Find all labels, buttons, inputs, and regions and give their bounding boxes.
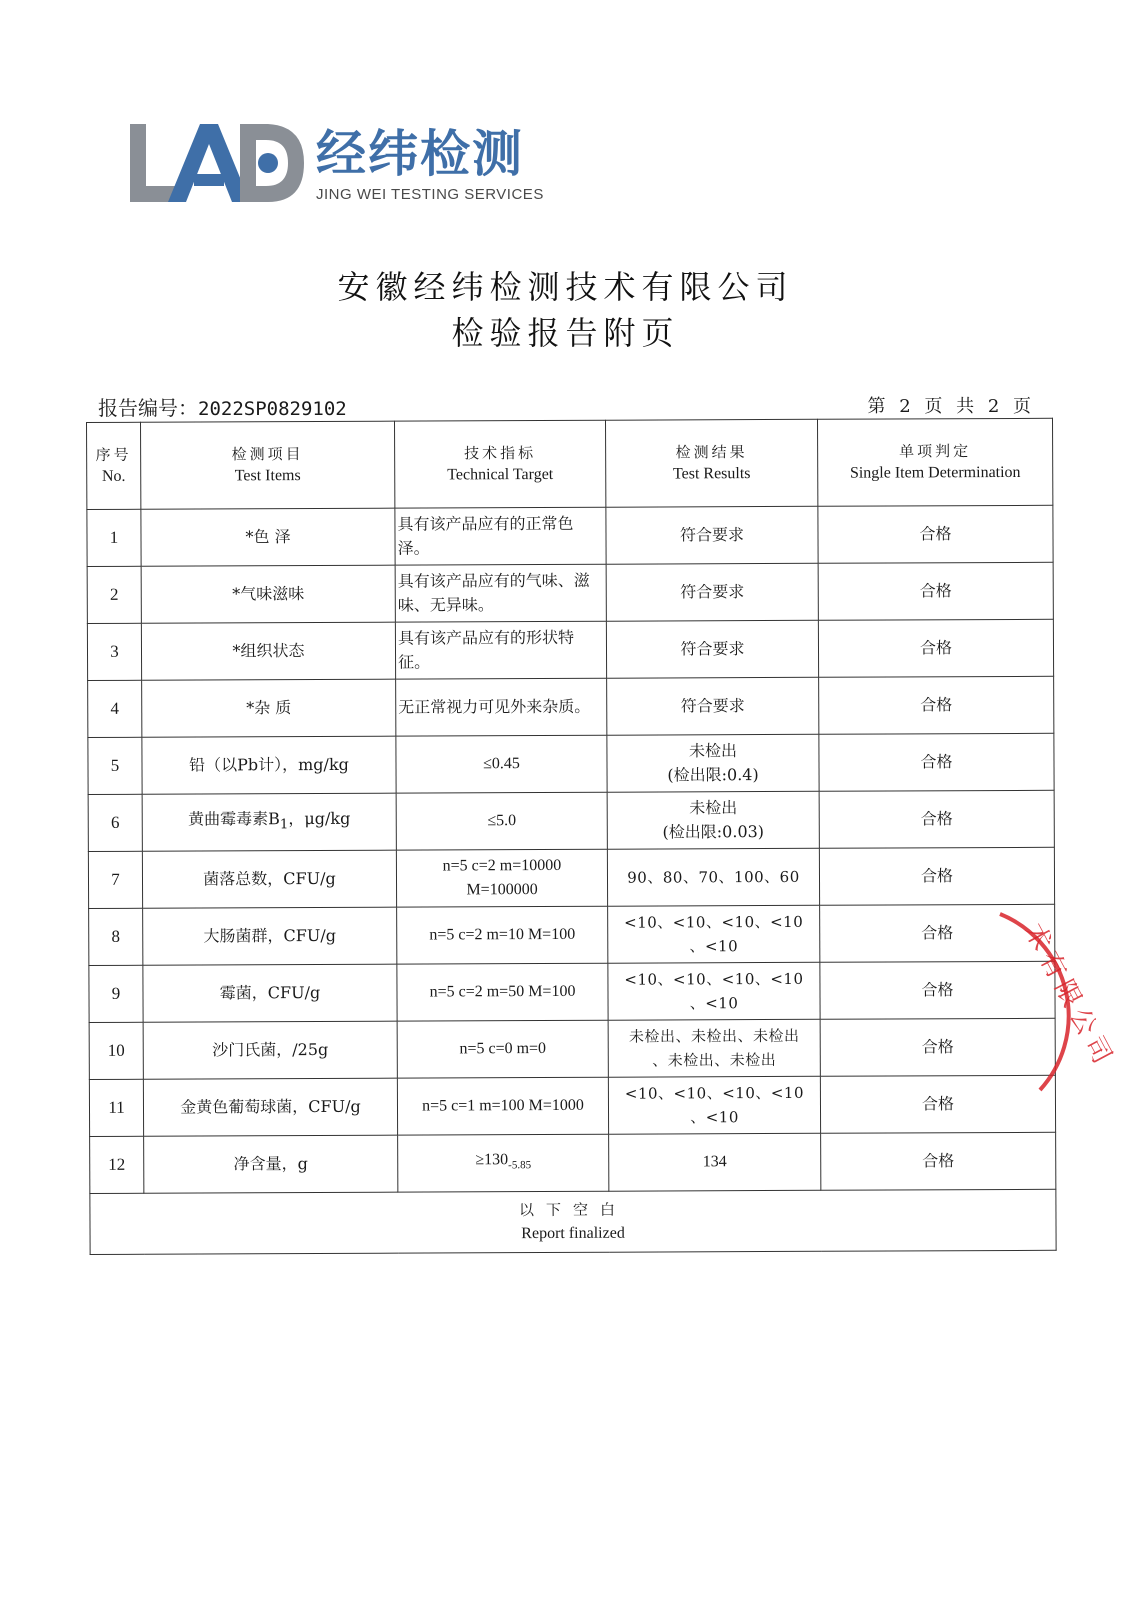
- company-seal: [960, 900, 1131, 1110]
- target-line-2: M=100000: [466, 881, 538, 899]
- table-row: [89, 904, 1055, 965]
- row-target: ≤0.45: [396, 735, 607, 793]
- table-row: [89, 961, 1055, 1022]
- report-subtitle: 检验报告附页: [451, 314, 680, 352]
- header-item-en: Test Items: [234, 467, 301, 485]
- header-judge: [817, 418, 1052, 506]
- result-line-1: <10、<10、<10、<10: [624, 969, 804, 989]
- header-judge-cn: 单项判定: [899, 442, 972, 461]
- table-row: [88, 676, 1054, 737]
- seal-text: 术有限公司: [1018, 918, 1120, 1074]
- logo-chinese-name: 经纬检测: [316, 125, 524, 183]
- header-judge-en: Single Item Determination: [849, 463, 1021, 482]
- row-result: [608, 1076, 820, 1134]
- logo-english-name: JING WEI TESTING SERVICES: [316, 186, 544, 203]
- row-target: [398, 1134, 609, 1192]
- table-footer-row: [90, 1189, 1056, 1254]
- row-target: n=5 c=2 m=50 M=100: [397, 963, 608, 1021]
- row-judge: 合格: [820, 1075, 1055, 1133]
- row-target: n=5 c=1 m=100 M=1000: [397, 1077, 608, 1135]
- company-logo: [128, 120, 548, 220]
- row-target: n=5 c=0 m=0: [397, 1020, 608, 1078]
- result-line-1: <10、<10、<10、<10: [624, 912, 804, 932]
- row-judge: 合格: [821, 1132, 1056, 1190]
- result-line-1: <10、<10、<10、<10: [624, 1083, 805, 1103]
- header-no-cn: 序号: [95, 445, 132, 464]
- row-item: *色 泽: [141, 508, 395, 566]
- row-no: 1: [87, 509, 141, 566]
- result-line-2: 、<10: [690, 1108, 739, 1127]
- result-line-1: 未检出、未检出、未检出: [628, 1026, 800, 1046]
- row-judge: 合格: [820, 961, 1055, 1019]
- row-no: 12: [90, 1136, 144, 1193]
- row-item: [142, 793, 396, 851]
- result-line-2: 、未检出、未检出: [652, 1050, 777, 1070]
- row-judge: 合格: [819, 790, 1054, 848]
- result-line-2: (检出限:0.4): [667, 765, 759, 785]
- row-target: 具有该产品应有的气味、滋味、无异味。: [395, 564, 606, 622]
- row-judge: 合格: [819, 847, 1054, 905]
- row-judge: 合格: [818, 505, 1053, 563]
- row-result: [608, 905, 820, 963]
- row-item: *气味滋味: [141, 565, 395, 623]
- row-target: n=5 c=2 m=10 M=100: [397, 906, 608, 964]
- row-no: 11: [89, 1079, 143, 1136]
- row-no: 4: [88, 680, 142, 737]
- row-no: 5: [88, 737, 142, 794]
- row-result: 符合要求: [607, 677, 819, 735]
- row-item: 金黄色葡萄球菌，CFU/g: [143, 1078, 397, 1136]
- row-result: 符合要求: [606, 620, 818, 678]
- header-target-en: Technical Target: [447, 465, 554, 484]
- row-item: 净含量，g: [144, 1135, 398, 1193]
- table-row: [87, 505, 1053, 566]
- report-end-en: Report finalized: [521, 1224, 625, 1243]
- row-item: 铅（以Pb计），mg/kg: [142, 736, 396, 794]
- header-item-cn: 检测项目: [231, 445, 304, 464]
- result-line-2: 、<10: [689, 937, 739, 956]
- row-judge: 合格: [819, 733, 1054, 791]
- row-target: 无正常视力可见外来杂质。: [396, 678, 607, 736]
- lad-logo-mark: [128, 120, 308, 210]
- row-result: 符合要求: [606, 563, 818, 621]
- row-target: 具有该产品应有的形状特征。: [395, 621, 606, 679]
- table-row: [87, 619, 1053, 680]
- row-result: [607, 734, 819, 792]
- table-row: [90, 1132, 1056, 1193]
- table-row: [88, 847, 1054, 908]
- report-number: [98, 392, 347, 421]
- target-line-1: n=5 c=2 m=10000: [442, 856, 562, 875]
- result-line-1: 未检出: [688, 741, 737, 761]
- row-no: 3: [87, 623, 141, 680]
- company-title: 安徽经纬检测技术有限公司: [337, 268, 794, 306]
- item-text: 黄曲霉毒素B: [188, 809, 280, 829]
- result-line-1: 未检出: [689, 798, 738, 818]
- table-row: [89, 1018, 1055, 1079]
- results-table-wrapper: [86, 418, 1056, 1255]
- header-target-cn: 技术指标: [464, 444, 537, 463]
- row-judge: 合格: [820, 1018, 1055, 1076]
- row-judge: 合格: [818, 619, 1053, 677]
- row-no: 8: [89, 908, 143, 965]
- row-target: [396, 849, 607, 907]
- report-end-note: [90, 1189, 1056, 1254]
- row-item: 霉菌，CFU/g: [143, 964, 397, 1022]
- report-number-label: 报告编号：: [98, 396, 198, 420]
- row-judge: 合格: [818, 562, 1053, 620]
- row-result: 符合要求: [606, 506, 818, 564]
- row-result: 90、80、70、100、60: [607, 848, 819, 906]
- row-item: 沙门氏菌，/25g: [143, 1021, 397, 1079]
- row-item: *组织状态: [141, 622, 395, 680]
- row-no: 10: [89, 1022, 143, 1079]
- row-result: [607, 791, 819, 849]
- table-header-row: [87, 418, 1053, 509]
- header-result-cn: 检测结果: [675, 443, 748, 462]
- table-row: [88, 790, 1054, 851]
- target-subscript: -5.85: [508, 1159, 532, 1172]
- report-end-cn: 以下空白: [518, 1200, 627, 1220]
- row-no: 7: [88, 851, 142, 908]
- item-unit: ，μg/kg: [288, 808, 351, 829]
- row-target: 具有该产品应有的正常色泽。: [395, 507, 606, 565]
- row-result: [608, 962, 820, 1020]
- row-no: 6: [88, 794, 142, 851]
- row-item: *杂 质: [142, 679, 396, 737]
- target-text: ≥130: [475, 1151, 509, 1169]
- header-item: [141, 421, 395, 509]
- row-item: 大肠菌群，CFU/g: [143, 907, 397, 965]
- item-subscript: 1: [279, 817, 289, 833]
- report-number-value: 2022SP0829102: [198, 398, 347, 420]
- page-info: 第 2 页 共 2 页: [867, 396, 1035, 417]
- row-judge: 合格: [820, 904, 1055, 962]
- result-line-2: 、<10: [689, 994, 739, 1013]
- row-no: 2: [87, 566, 141, 623]
- result-line-2: (检出限:0.03): [662, 822, 765, 842]
- row-target: ≤5.0: [396, 792, 607, 850]
- header-result: [605, 419, 817, 507]
- row-judge: 合格: [819, 676, 1054, 734]
- row-item: 菌落总数，CFU/g: [142, 850, 396, 908]
- row-result: 134: [609, 1133, 821, 1191]
- results-table: [86, 418, 1057, 1255]
- table-row: [89, 1075, 1055, 1136]
- table-row: [88, 733, 1054, 794]
- table-row: [87, 562, 1053, 623]
- row-result: [608, 1019, 820, 1077]
- header-result-en: Test Results: [672, 465, 751, 483]
- header-target: [394, 420, 605, 508]
- row-no: 9: [89, 965, 143, 1022]
- header-no: [87, 422, 141, 509]
- header-no-en: No.: [101, 467, 126, 485]
